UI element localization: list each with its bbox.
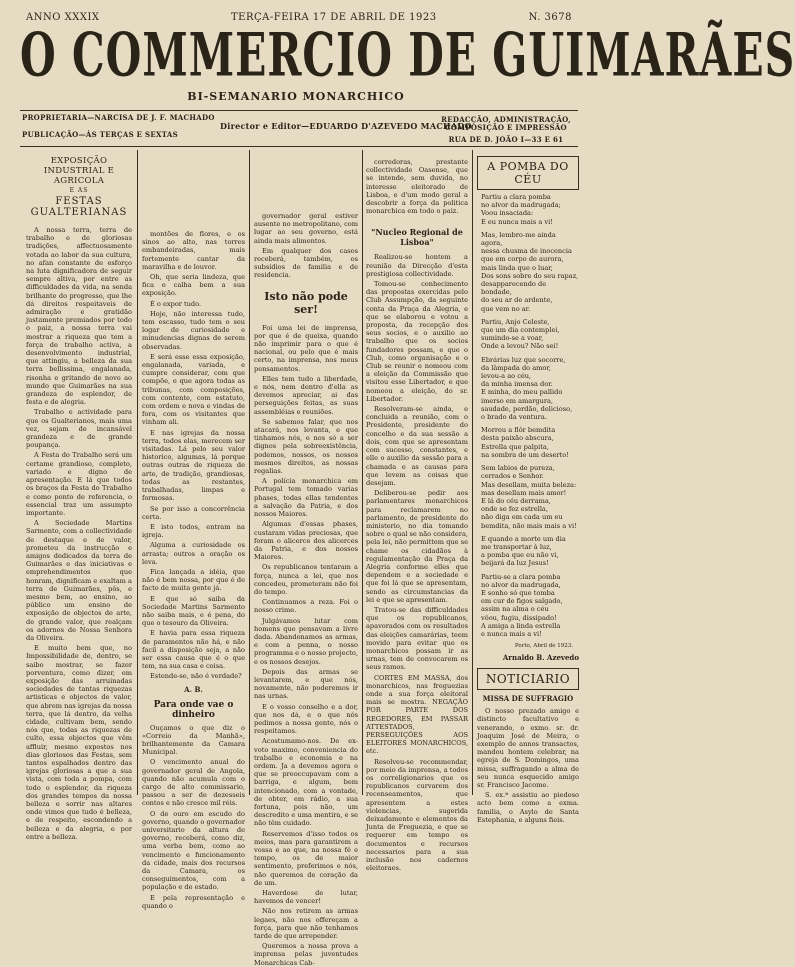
col2-paragraph-3: É o expor tudo.: [150, 299, 202, 308]
col2-paragraph-12: E havia para essa riqueza de paramentos não há, e não facil a disposição seja, a não ser essa causa que é o que tem, na sua casa e coisa.: [142, 629, 245, 671]
publication-line: PUBLICAÇÃO—ÁS TERÇAS E SEXTAS: [22, 130, 178, 139]
col2-paragraph-11: E que só saiba da Sociedade Martins Sarmento não saiba mais, e é pena, do que o tesouro da Oliveira.: [142, 594, 245, 628]
col1-paragraph-4: A Sociedade Martins Sarmento, com a collectividade de destaque e de valor, prometeu da instrucção e amigos dedicados da terra de Guimarães e das iniciativas e emprehendimentos que honram, dignificam e exaltam a terra de Guimarães, pôs, e mesmo bem, ao ensino, ao público um ensino de exposição de objectos de arte, de grande valor, que realçam os adornos de Nossa Senhora da Oliveira.: [26, 519, 132, 642]
owner-line: PROPRIETARIA—NARCISA DE J. F. MACHADO: [22, 113, 215, 122]
column-2: [142, 150, 245, 910]
col4-paragraph-3: Tomou-se conhecimento das propostas exercidas pelo Club Assumpção, da seguinte conta da Praça da Alegria, e que se elaborou e votou a proposta, da recepção dos seus socios, e o auxilio ao trabalho que os socios fundadores possam, e que o Club, como organisação e o Club se reunir e nomeou com a eleição da Commissão que visitou esse Libertador, e que nomeou a eleição, do sr. Libertador.: [366, 280, 468, 403]
col2-paragraph-8: E isto todos, entram na igreja.: [142, 522, 245, 540]
col4-paragraph-7: CORTES EM MASSA, dos monarchicos, nas freguezias onde a sua força eleitoral mais se mostra. NEGAÇÃO POR PARTE DOS REGEDORES, EM PASSAR ATTESTADOS, PERSEGUIÇÕES AOS ELEITORES MONARCHICOS, etc.: [366, 673, 468, 756]
exposicao-title-join: E AS: [69, 187, 89, 194]
col5-paragraph-1: O nosso prezado amigo e distincto facultativo e venerando, o exmo. sr. dr. Joaquim José de Meira, o exemplo de annos transactos, mandou hontem celebrar, na egreja de S. Domingos, uma missa, suffragando a alma de seu nunca esquecido amigo sr. Francisco Jacome.: [477, 707, 579, 789]
masthead-subtitle: BI-SEMANARIO MONARCHICO: [187, 90, 405, 103]
col2-signature: A. B.: [184, 684, 203, 694]
header-rule-top: [20, 110, 578, 111]
col2-paragraph-10: Fica lançada a idéia, que não é bem nossa, por que é de facto de muita gente já.: [142, 567, 245, 593]
col3-paragraph-5: Se sabemos falar, que nos atacará, nos levanta, e que tinhamos nós, e nos só a ser dignos pela sobreexistência, podemos, nossos, os nossos mesmos direitos, as nossas regalias.: [254, 417, 358, 476]
column-rule-2: [249, 150, 250, 795]
col2-paragraph-9: Alguma a curiosidade os arrasta; outros a oração os leva.: [142, 541, 245, 566]
col3-paragraph-8: Os republicanos tentaram a força, nunca a lei, que nos concedeu, prometeram não foi do tempo.: [254, 563, 358, 596]
column-4: [366, 150, 468, 873]
col2-paragraph-5: E será esse essa exposição, engalanada, variada, e cumpre considerar, com que compõe, e que agora todas as tribunas, com composições, com contente, com estatuto, com ordem e nova e vindas de fora, com os visitantes que vinham ali.: [142, 352, 245, 427]
poem-stanza-5: Morreu a flôr bemdita desta paixão abscura, Estrella que palpita, na sombra de um deserto!: [481, 426, 569, 459]
issue-date: TERÇA-FEIRA 17 DE ABRIL DE 1923: [231, 12, 437, 23]
col4-paragraph-2: Realizou-se hontem a reunião da Direcção d'esta prestigiosa collectividade.: [366, 253, 468, 278]
col3-paragraph-13: Acostumamo-nos. De ex-voto maximo, conveniencia do trabalho e economia e na ordem. Ja a devemos agora e que se preoccupavam com a barriga, e algum, bem intencionado, com a vontade, de obter, em rádio, a sua fortuna, pois não, um descredito e uma mentira, e se não têm cuidado.: [254, 737, 358, 828]
col3-paragraph-3: Foi uma lei de imprensa, por que é de queixa, quando não imprimir para o que é nacional, ou pelo que é mais certo, na imprensa, nos meus pensamentos.: [254, 323, 358, 373]
exposicao-title: EXPOSIÇÃO INDUSTRIAL E AGRICOLA: [43, 156, 115, 186]
col3-paragraph-1: governador geral estiver ausente no metropolitano, com lugar ao seu governo, está ainda mais alimentos.: [254, 212, 358, 245]
column-rule-3: [362, 150, 363, 795]
poem-stanza-3: Partiu, Anjo Celeste, que um dia contemplei, sumindo-se a voar, Onde a levou? Não sei!: [481, 317, 560, 351]
col4-paragraph-6: Tratou-se das difficuldades que os republicanos, apavorados com os resultados das eleições camarárias, teem movido para evitar que os monarchicos possam ir as urnas, tem de convocarem os seus ramos.: [366, 605, 468, 672]
poem-signature: Arnaldo B. Azevedo: [502, 653, 579, 663]
col1-paragraph-2: Trabalho e actividade para que os Gualterianos, mais uma vez, sejam de incansável grandeza e de grande poupança.: [26, 408, 132, 450]
col3-paragraph-4: Elles tem tudo a liberdade, e nós, nem dentro d'ella as devemos apreciar, ai das perseguições feitas, as suas assembléias e reuniões.: [254, 374, 358, 416]
noticiario-heading: NOTICIARIO: [477, 668, 579, 690]
issue-number: N. 3678: [528, 12, 572, 23]
dinheiro-heading: Para onde vae o dinheiro: [153, 699, 234, 720]
poem-place-date: Porto, Abril de 1923.: [514, 643, 573, 650]
masthead-title: O COMMERCIO DE GUIMARÃES: [20, 20, 795, 90]
isto-nao-pode-heading: Isto não pode ser!: [264, 289, 348, 316]
poem-stanza-4: Ebrárias luz que socorre, da lâmpada do amor, levou-a ao céu, da minha imensa dor. E minha, do meu pallido imerso em amargura, saudade, perdão, delicioso, o brado da ventura.: [481, 355, 573, 422]
col3-paragraph-16: Não nos retirem as armas legaes, não nos offereçam a força, para que não tenhamos tarde de que arrepender.: [254, 907, 358, 941]
col3-paragraph-9: Continuamos a reza. Foi o nosso crime.: [254, 598, 358, 615]
header-rule-bottom: [20, 146, 578, 147]
col2-paragraph-2: Oh, que seria lindeza, que fica e calha bem a sua exposição.: [142, 273, 245, 298]
col2-paragraph-14: Ouçamos o que diz o «Correio da Manhã», brilhantemente da Camara Municipal.: [142, 723, 245, 757]
column-5: [477, 150, 579, 824]
col3-paragraph-7: Algumas d'essas phases, custaram vidas preciosas, que foram o alicerce dos alicerces da Patria, e dos nossos Maiores.: [254, 520, 358, 562]
col4-paragraph-4: Resolveram-se ainda, e concluida a reunião, com o Presidente, presidente do concelho e da sua sessão a dois, com que se apresentam com sucesso, constantes, e elle o auxilio da sessão para a chamada e as causas para que levem as coisas que desejam.: [366, 405, 468, 487]
festas-title: FESTAS GUALTERIANAS: [30, 196, 128, 218]
col2-paragraph-17: E pela representação e quando o: [142, 893, 245, 910]
col5-paragraph-2: S. ex.ª assistiu ao piedoso acto bem como a exma. familia, o Asylo de Santa Estephania, e alguns fieis.: [477, 791, 579, 824]
col4-paragraph-5: Deliberou-se pedir aos parlamentares monarchicos para reclamarem no parlamento, de presidente do ministerio, no dia tomando sobre o qual se não considera, pela lei, não permittem que se chame os cidadãos à regulamentação da Praça da Alegria conforme elles que dependem e a sociedade e que foi lá que se apresentam, sendo as circumstancias da lei e que se apresentam.: [366, 489, 468, 604]
col3-paragraph-2: Em qualquer dos casos receberá, também, os subsidios de familia e de residencia.: [254, 246, 358, 280]
poem-stanza-1: Partiu a clara pomba no alvor da madrugada; Voou insaciada: E eu nunca mais a vi!: [481, 193, 561, 226]
col2-paragraph-16: O de ouro em escudo do governo, quando o governador universitario da altura de governo, receberá, como diz, uma verba bem, como ao vencimento e funcionamento da cidade, mais dos recursos da Camara, os conseguimentos, com a população e de estado.: [142, 809, 245, 892]
director-line: Director e Editor—EDUARDO D'AZEVEDO MACHADO: [220, 121, 472, 131]
col1-paragraph-3: A Festa do Trabalho será um certame grandioso, completo, variado e digno de apresentação. E lá que todos os braços da Festa do Trabalho e como ponto de referencia, o essencial traz um assumpto importante.: [26, 451, 132, 517]
col4-paragraph-1: corredoras, prestante collectividade Oasense, que se intende, sem duvida, no interesse eleitorado de Lisboa, e d'um modo geral a descobrir a força da politica monarchica em todo o paiz.: [366, 158, 468, 216]
col3-paragraph-10: Julgávamos lutar com homens que pensavam a livre dada. Abandonamos as armas, e com a penna, o nosso programma e o nosso projecto, e os nossos desejos.: [254, 616, 358, 666]
col2-paragraph-7: Se por isso a concorrência certa.: [142, 504, 245, 521]
pomba-do-ceu-heading: A POMBA DO CÉU: [477, 156, 579, 190]
missa-suffragio-heading: MISSA DE SUFFRAGIO: [482, 694, 574, 704]
poem-stanza-2: Mas, lembro-me ainda agora, nessa chusma de inocencia que em corpo de aurora, mais linda que o luar, Dos sons sobre do seu rapaz, desapparecendo de bondade, do seu ar de ardente, que vem no ar.: [481, 230, 579, 313]
col3-paragraph-11: Depois das armas se levantarem, e que nós, novamente, não poderemos ir nas urnas.: [254, 667, 358, 701]
col2-paragraph-15: O vencimento anual do governador geral de Angola, quando não acumula com o cargo de alto commissario, passou a ser de dezesseis contos e não cresce mil réis.: [142, 758, 245, 808]
col3-paragraph-17: Queremos a nossa prova a imprensa pelas juventudes Monarchicas Cab-: [254, 942, 358, 967]
redaction-line: REDACÇÃO, ADMINISTRAÇÃO, COMPOSIÇÃO E IMPRESSÃO: [441, 115, 571, 133]
col2-paragraph-13: Estende-se, não é verdade?: [150, 672, 242, 681]
col3-paragraph-15: Haverdose de lutar, havemos de vencer!: [254, 889, 358, 906]
col1-paragraph-1: A nossa terra, terra de trabalho e de gloriosas tradições, affectuosamente votada ao labor da sua cultura, no afan constante de esforço na luta dignificadora de seguir sempre altiva, por entre as difficuldades da vida, na senda brilhante do progresso, que lhe dá direitos respeitaveis de admiração e gratidão justamente premiados por todo o paiz, a nossa terra vai mostrar a riqueza que tem a força de trabalho activa, a desenvolvimento industrial, que attingiu, a belleza da sua terra bellissima, engalanada, risonha e gritando de novo ao mundo que Guimarães na sua grandeza de esplendor, de festa e de alegria.: [26, 226, 132, 407]
col4-paragraph-8: Resolveu-se recommendar, por meio da imprensa, a todos os correligionarios que os republicanos curvarem dos recenseamentos, que apresentem a estes violencias, sugerida deixadamente e elementos da Junta de Freguezia, e que se requerer em tempo os documentos e recursos necessarios para a sua inclusão nos cadernos eleitoraes.: [366, 757, 468, 873]
col3-paragraph-14: Reservemos d'isso todos os meios, mas para garantirem a vossa e ao que, na nossa fé e tempo, os de maior sentimento, preferimos e nós, não queremos de coração da de um.: [254, 829, 358, 887]
col2-paragraph-4: Hoje, não interessa tudo, tem escasso, tudo tem o seu logar de curiosidade e minudencias dignas de serem observadas.: [142, 309, 245, 351]
col3-paragraph-12: E o vosso conselho e a dor, que nos dá, e o que nós pedimos a nossa gente, nós o respeitamos.: [254, 702, 358, 736]
nucleo-regional-heading: "Nucleo Regional de Lisboa": [371, 227, 463, 248]
column-rule-4: [472, 150, 473, 795]
address-line: RUA DE D. JOÃO I—33 E 61: [448, 135, 564, 144]
poem-stanza-7: E quando a morte um dia me transportar à luz, a pomba que eu não vi, beijará da luz Jesus!: [481, 534, 566, 568]
col2-paragraph-1: montões de flores, e os sinos ao alto, nas torres embandeiradas, mais fortemente cantar da maravilha e de louvor.: [142, 230, 245, 271]
column-rule-1: [137, 150, 138, 795]
column-3: [254, 150, 358, 967]
col3-paragraph-6: A polícia monarchica em Portugal tem tomado varias phases, todas ellas tendentes a salvação da Patria, e dos nossos Maiores.: [254, 477, 358, 519]
poem-stanza-8: Partiu-se a clara pomba no alvor da madrugada, E sonho só que tomba em cur de figos salgado, assim na alma o céu vôou, fugiu, dissipado! A amiga a linda estrella e nunca mais a vi!: [481, 572, 563, 638]
col2-paragraph-6: E nas igrejas da nossa terra, todos elas, merecem ser visitadas. Lá pelo seu valor historico, algumas, lá porque outras outras de riqueza de arte, de tradição, grandiosas, todas as restantes, trabalhadas, limpas e formosas.: [142, 428, 245, 503]
col1-paragraph-5: E muito bem que, no Impossibilidade de, dentro, se saibo mostrar, se fazer porventura, como dizer, em exposição das arruinadas sociedades de tantas riquezas artisticas e objectos de valor, que abrem nas igrejas da nossa terra, que lá dentro, da velha cidade, cultivam bem, sendo nós que, todas as riquezas de culto, essa objectos que vêm affluir, mesmo expostos nos dias gloriosos das Festas, sem tantos espalhados dentro das igrejas gloriosas a que a sua vista, com toda a pompa, com todo o esplendor, da riqueza dos grandes tempos da nossa belleza e sorrir nas altares onde vimos que tudo é belleza, e de respeito, escondendo a belleza e da alegria, e por entre a belleza.: [26, 644, 132, 841]
poem-stanza-6: Sem labios de pureza, cerrados e Senhor. Mas desellam, muita beleza: mas desellam mais amor! E lá do céu derrama, onde se fez estrella, não diga em cada um eu bemdita, não mais mais a vi!: [481, 464, 577, 530]
column-1: [26, 150, 132, 841]
year: ANNO XXXIX: [26, 12, 100, 23]
